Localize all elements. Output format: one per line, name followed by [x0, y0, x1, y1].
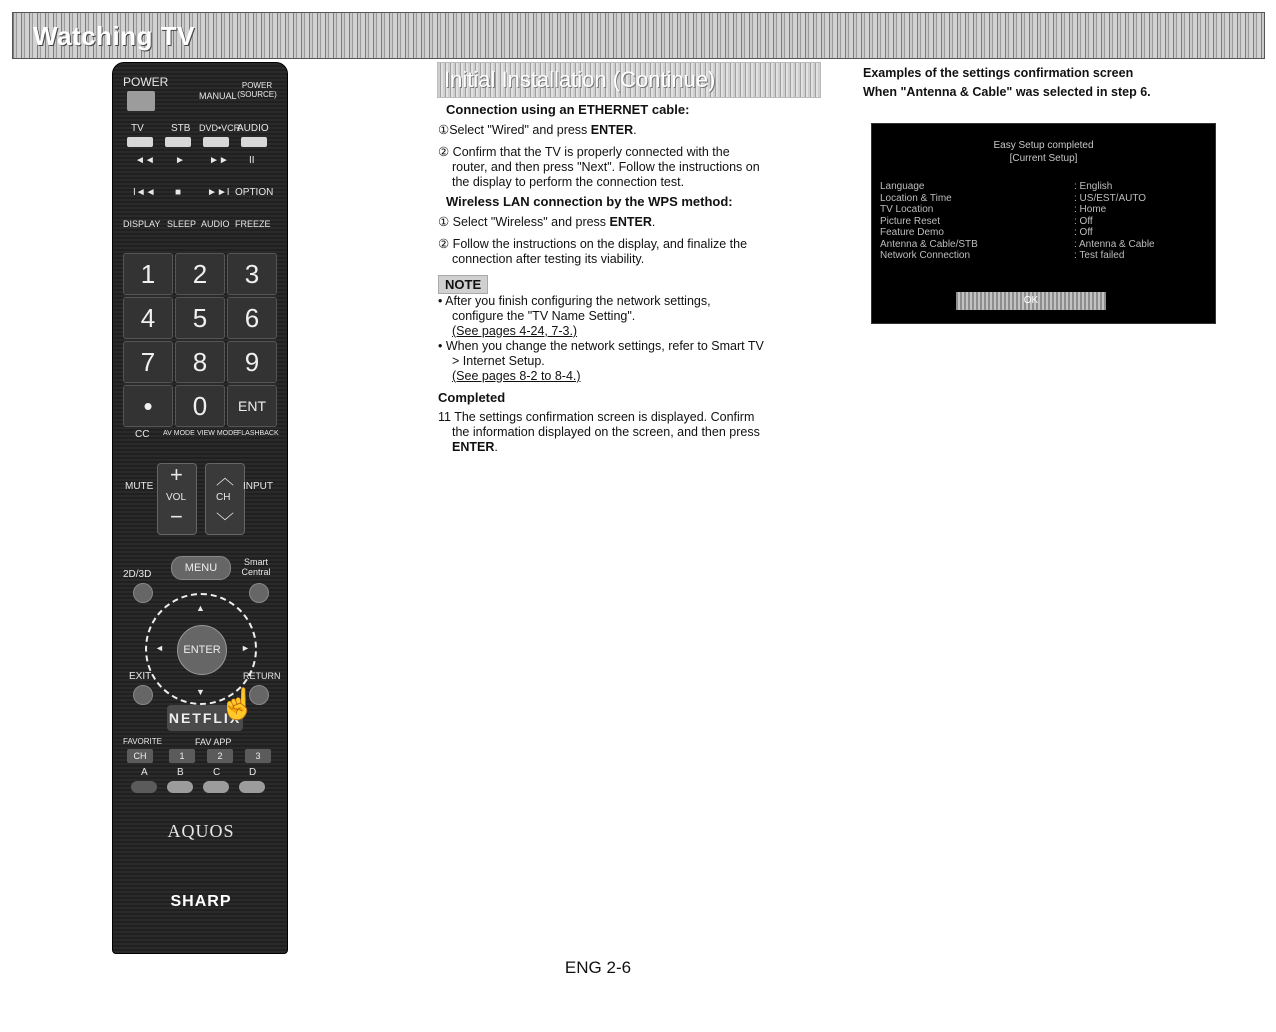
dvd-label: DVD•VCR [199, 123, 241, 133]
tv-button [127, 137, 153, 147]
setting-value-tv-location: : Home [1074, 204, 1107, 215]
setting-label-language: Language [880, 181, 925, 192]
option-label: OPTION [235, 187, 274, 198]
wps-heading: Wireless LAN connection by the WPS method: [446, 194, 733, 209]
exit-label: EXIT [129, 671, 152, 682]
channel-up-icon: ︿ [216, 468, 234, 488]
fast-forward-icon: ►► [209, 155, 229, 166]
exit-button [133, 685, 153, 705]
section-header [437, 62, 821, 98]
completed-end: . [494, 440, 498, 454]
setting-value-network: : Test failed [1074, 250, 1125, 261]
examples-line-2: When "Antenna & Cable" was selected in step 6. [863, 85, 1151, 99]
power-button [127, 91, 155, 111]
fav-app-1-button: 1 [169, 749, 195, 763]
c-label: C [213, 767, 221, 778]
ethernet-step-1-text: ①Select "Wired" and press [438, 123, 591, 137]
play-icon: ► [175, 155, 185, 166]
ethernet-step-1 [438, 123, 818, 138]
screen-title: Easy Setup completed [993, 140, 1094, 151]
2d3d-label: 2D/3D [123, 569, 152, 580]
examples-caption [863, 64, 1263, 102]
setting-value-language: : English [1074, 181, 1113, 192]
fav-app-3-button: 3 [245, 749, 271, 763]
key-4: 4 [123, 297, 173, 339]
volume-down-icon: − [170, 504, 183, 529]
rewind-icon: ◄◄ [135, 155, 155, 166]
skip-back-icon: I◄◄ [133, 187, 156, 198]
d-button [239, 781, 265, 793]
channel-down-icon: ﹀ [216, 512, 234, 532]
setting-value-location-time: : US/EST/AUTO [1074, 192, 1147, 204]
c-button [203, 781, 229, 793]
ethernet-step-1-end: . [633, 123, 637, 137]
setting-label-location-time: Location & Time [880, 192, 952, 204]
note-bullet-1-link[interactable]: (See pages 4-24, 7-3.) [452, 324, 578, 338]
note-bullet-2-link[interactable]: (See pages 8-2 to 8-4.) [452, 369, 581, 383]
skip-forward-icon: ►►I [207, 187, 230, 198]
b-label: B [177, 767, 184, 778]
setting-label-tv-location: TV Location [880, 204, 934, 215]
key-2: 2 [175, 253, 225, 295]
wps-step-1-key: ENTER [609, 215, 652, 229]
screen-subtitle: [Current Setup] [1009, 153, 1078, 164]
setting-value-antenna: : Antenna & Cable [1074, 238, 1155, 250]
d-label: D [249, 767, 257, 778]
mute-label: MUTE [125, 481, 154, 492]
completed-heading: Completed [438, 390, 506, 405]
key-1: 1 [123, 253, 173, 295]
view-mode-label: VIEW MODE [197, 430, 238, 437]
a-button [131, 781, 157, 793]
instructions-column [438, 102, 818, 455]
manual-label: MANUAL [199, 91, 237, 101]
enter-button: ENTER [177, 625, 227, 675]
examples-line-1: Examples of the settings confirmation screen [863, 66, 1134, 80]
input-label: INPUT [243, 481, 273, 492]
completed-step [438, 410, 818, 455]
b-button [167, 781, 193, 793]
note-tag: NOTE [438, 275, 488, 294]
right-arrow-icon: ► [241, 643, 250, 653]
wps-step-2 [438, 237, 818, 267]
ethernet-step-2-line2: router, and then press "Next". Follow the instructions on [452, 160, 760, 174]
key-dot: • [123, 385, 173, 427]
volume-up-icon: + [170, 462, 183, 487]
stb-button [165, 137, 191, 147]
power-label: POWER [123, 75, 169, 89]
note-bullet-2-line1: • When you change the network settings, refer to Smart TV [438, 339, 764, 353]
key-0: 0 [175, 385, 225, 427]
vol-label: VOL [166, 492, 187, 503]
menu-button: MENU [171, 556, 231, 580]
wps-step-2-line2: connection after testing its viability. [452, 252, 645, 266]
key-8: 8 [175, 341, 225, 383]
netflix-button: NETFLIX [167, 705, 243, 731]
fav-app-2-button: 2 [207, 749, 233, 763]
freeze-label: FREEZE [235, 219, 271, 229]
wps-step-1-end: . [651, 215, 656, 229]
chapter-banner [12, 12, 1265, 59]
audio-button [241, 137, 267, 147]
wps-step-1-text: ① Select "Wireless" and press [438, 215, 610, 229]
key-6: 6 [227, 297, 277, 339]
wps-step-1 [438, 215, 818, 230]
wps-step-2-line1: ② Follow the instructions on the display, and finalize the [438, 237, 748, 251]
note-bullet-1-line1: • After you finish configuring the network settings, [438, 294, 711, 308]
pressing-hand-icon: ☝ [219, 688, 257, 721]
key-5: 5 [175, 297, 225, 339]
completed-line1: 11 The settings confirmation screen is displayed. Confirm [438, 410, 755, 424]
smart-central-button [249, 583, 269, 603]
stop-icon: ■ [175, 187, 182, 198]
display-label: DISPLAY [123, 219, 161, 229]
left-arrow-icon: ◄ [155, 643, 164, 653]
fav-app-label: FAV APP [195, 737, 232, 747]
note-bullet-1 [438, 294, 818, 339]
ethernet-step-2-line1: ② Confirm that the TV is properly connected with the [438, 145, 730, 159]
key-7: 7 [123, 341, 173, 383]
settings-confirmation-screen [871, 123, 1216, 324]
volume-rocker [157, 463, 197, 535]
chapter-title: Watching TV [33, 21, 195, 51]
sharp-logo: SHARP [170, 893, 232, 910]
ok-button[interactable]: OK [956, 292, 1106, 310]
ethernet-step-2-line3: the display to perform the connection test. [452, 175, 685, 189]
setting-label-picture-reset: Picture Reset [880, 215, 941, 227]
key-ent: ENT [227, 385, 277, 427]
return-label: RETURN [243, 671, 281, 681]
ch-label: CH [216, 492, 231, 503]
dvd-button [203, 137, 229, 147]
2d3d-button [133, 583, 153, 603]
key-9: 9 [227, 341, 277, 383]
setting-label-antenna: Antenna & Cable/STB [880, 238, 978, 250]
section-title: Initial Installation (Continue) [444, 67, 716, 92]
setting-value-picture-reset: : Off [1074, 215, 1093, 227]
stb-label: STB [171, 123, 191, 134]
channel-rocker [205, 463, 245, 535]
note-bullet-2-line2: > Internet Setup. [452, 354, 545, 368]
favorite-label: FAVORITE [123, 737, 162, 746]
smart-central-label: Smart Central [241, 557, 271, 577]
remote-control-illustration [112, 62, 288, 954]
setting-value-feature-demo: : Off [1074, 227, 1093, 238]
ethernet-step-1-key: ENTER [590, 123, 634, 137]
power-source-label: POWER (SOURCE) [237, 81, 277, 99]
up-arrow-icon: ▲ [196, 603, 205, 613]
setting-label-feature-demo: Feature Demo [880, 227, 944, 238]
completed-line2: the information displayed on the screen, and then press [452, 425, 760, 439]
page-number: ENG 2-6 [564, 958, 632, 977]
aquos-logo: AQUOS [167, 821, 235, 841]
tv-label: TV [131, 123, 144, 134]
av-mode-label: AV MODE [163, 430, 195, 437]
pause-icon: II [249, 155, 255, 166]
setting-label-network: Network Connection [880, 250, 971, 261]
cc-label: CC [135, 429, 150, 440]
ethernet-heading: Connection using an ETHERNET cable: [446, 102, 690, 117]
ethernet-step-2 [438, 145, 818, 190]
down-arrow-icon: ▼ [196, 687, 205, 697]
completed-key: ENTER [452, 440, 495, 454]
audio2-label: AUDIO [201, 219, 230, 229]
key-3: 3 [227, 253, 277, 295]
a-label: A [141, 767, 148, 778]
sleep-label: SLEEP [167, 219, 197, 229]
note-bullet-2 [438, 339, 818, 384]
favorite-ch-button: CH [127, 749, 153, 763]
flashback-label: FLASHBACK [237, 430, 279, 437]
audio-label: AUDIO [237, 123, 269, 134]
note-bullet-1-line2: configure the "TV Name Setting". [452, 309, 636, 323]
